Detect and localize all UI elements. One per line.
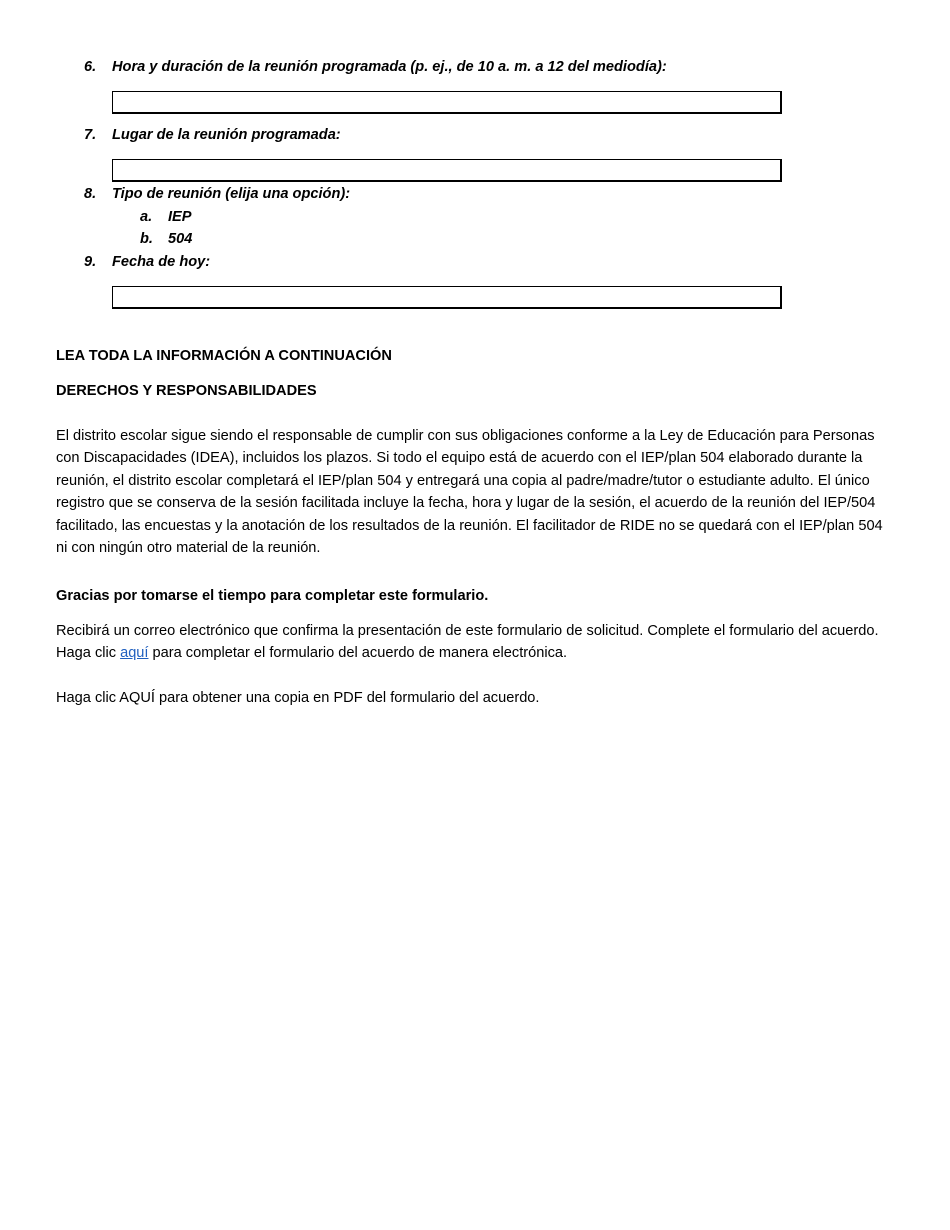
question-number: 6.: [84, 59, 97, 75]
agreement-form-link[interactable]: aquí: [120, 645, 149, 662]
confirmation-text-after: para completar el formulario del acuerdo de manera electrónica.: [148, 645, 568, 662]
pdf-copy-text: Haga clic AQUÍ para obtener una copia en PDF del formulario del acuerdo.: [56, 690, 540, 706]
todays-date-field[interactable]: [112, 286, 782, 309]
option-letter: a.: [140, 209, 153, 225]
rights-paragraph: El distrito escolar sigue siendo el responsable de cumplir con sus obligaciones conforme a la Ley de Educación para Personas con Discapacidades (IDEA), incluidos los plazos. Si todo el equipo está de acuerdo con el IEP/plan 504 elaborado durante la reunión, el distrito escolar completará el IEP/plan 504 y entregará una copia al padre/madre/tutor o estudiante adulto. El único registro que se conserva de la sesión facilitada incluye la fecha, hora y lugar de la sesión, el acuerdo de la reunión del IEP/504 facilitado, las encuestas y la anotación de los resultados de la reunión. El facilitador de RIDE no se quedará con el IEP/plan 504 ni con ningún otro material de la reunión.: [56, 428, 883, 557]
question-label: Tipo de reunión (elija una opción):: [112, 186, 351, 202]
option-label: 504: [168, 231, 193, 247]
question-number: 7.: [84, 127, 97, 143]
question-number: 9.: [84, 254, 97, 270]
meeting-location-field[interactable]: [112, 159, 782, 182]
option-label: IEP: [168, 209, 192, 225]
thanks-text: Gracias por tomarse el tiempo para completar este formulario.: [56, 588, 489, 604]
meeting-time-field[interactable]: [112, 91, 782, 114]
question-label: Fecha de hoy:: [112, 254, 211, 270]
confirmation-paragraph: [56, 620, 896, 665]
question-label: Lugar de la reunión programada:: [112, 127, 341, 143]
confirmation-text: Recibirá un correo electrónico que confirma la presentación de este formulario de solicitud. Complete el formulario del acuerdo. Haga clic: [56, 623, 879, 662]
question-number: 8.: [84, 186, 97, 202]
read-all-heading: LEA TODA LA INFORMACIÓN A CONTINUACIÓN: [56, 348, 392, 364]
rights-heading: DERECHOS Y RESPONSABILIDADES: [56, 383, 317, 399]
question-label: Hora y duración de la reunión programada (p. ej., de 10 a. m. a 12 del mediodía):: [112, 59, 667, 75]
option-letter: b.: [140, 231, 153, 247]
